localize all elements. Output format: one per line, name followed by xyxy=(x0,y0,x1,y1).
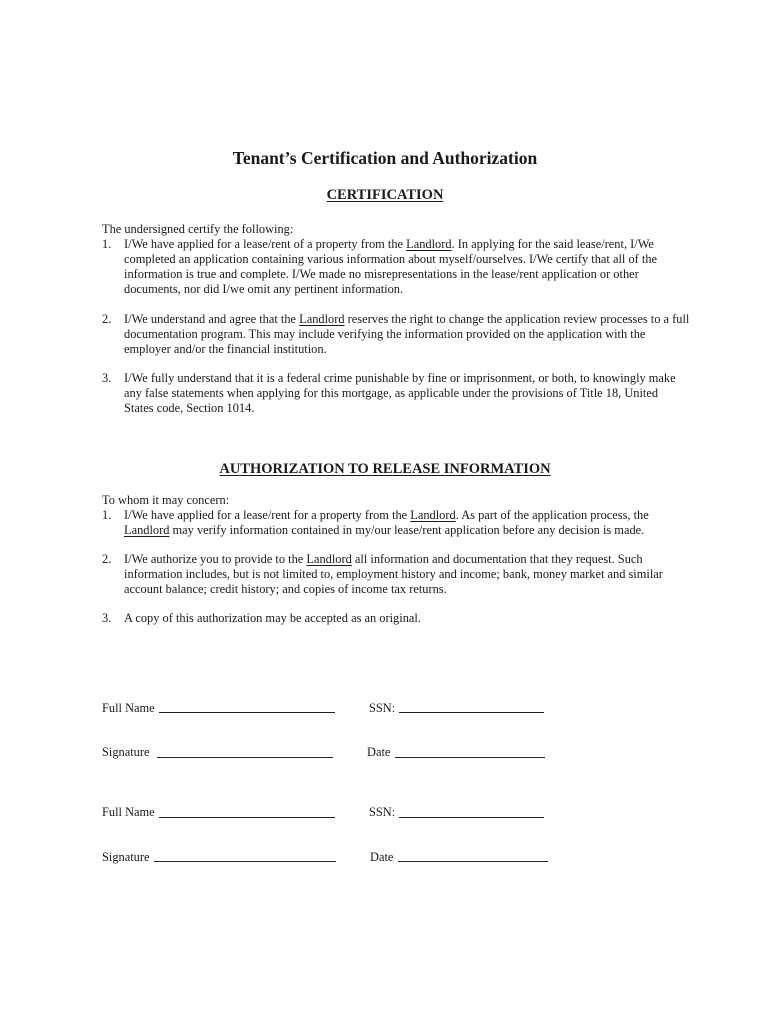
item-text: I/We fully understand that it is a federal crime punishable by fine or imprisonment, or both, to knowingly make any false statements when applying for this mortgage, as applicable under the provisions of Title 18, United States code, Section 1014. xyxy=(124,371,676,415)
date-label: Date xyxy=(370,850,394,864)
authorization-heading-text: AUTHORIZATION TO RELEASE INFORMATION xyxy=(219,461,551,477)
ssn-label: SSN: xyxy=(369,805,396,819)
signature-field[interactable] xyxy=(154,861,336,862)
full-name-label: Full Name xyxy=(102,701,155,715)
item-number: 2. xyxy=(102,552,112,566)
full-name-label: Full Name xyxy=(102,805,155,819)
ssn-label: SSN: xyxy=(369,701,396,715)
landlord-term: Landlord xyxy=(299,312,345,326)
landlord-term: Landlord xyxy=(406,237,452,251)
item-text: I/We have applied for a lease/rent of a property from the Landlord. In applying for the said lease/rent, I/We completed an application containing various information about myself/ourselves. I/We certify that all of the information is true and complete. I/We made no misrepresentations in the lease/rent application or other documents, nor did I/we omit any pertinent information. xyxy=(124,237,658,296)
full-name-field[interactable] xyxy=(159,817,335,818)
landlord-term: Landlord xyxy=(124,523,170,537)
item-text: I/We have applied for a lease/rent for a property from the Landlord. As part of the application process, the Landlord may verify information contained in my/our lease/rent application before any decision is made. xyxy=(124,508,649,537)
certification-intro: The undersigned certify the following: xyxy=(102,222,294,236)
certification-item-1 xyxy=(102,237,692,297)
document-title: Tenant’s Certification and Authorization xyxy=(232,148,538,168)
item-text: I/We understand and agree that the Landlord reserves the right to change the application review processes to a full documentation program. This may include verifying the information provided on the application with the employer and/or the financial institution. xyxy=(124,312,690,356)
item-number: 1. xyxy=(102,508,112,522)
date-label: Date xyxy=(367,745,391,759)
date-field[interactable] xyxy=(395,757,545,758)
ssn-field[interactable] xyxy=(399,817,544,818)
landlord-term: Landlord xyxy=(410,508,456,522)
authorization-intro: To whom it may concern: xyxy=(102,493,230,507)
signature-label: Signature xyxy=(102,850,150,864)
item-number: 3. xyxy=(102,611,112,625)
landlord-term: Landlord xyxy=(306,552,352,566)
authorization-item-2 xyxy=(102,552,692,597)
full-name-field[interactable] xyxy=(159,712,335,713)
signature-label: Signature xyxy=(102,745,150,759)
certification-item-2 xyxy=(102,312,692,357)
authorization-heading xyxy=(0,460,770,478)
signature-field[interactable] xyxy=(157,757,333,758)
certification-heading xyxy=(0,186,770,204)
ssn-field[interactable] xyxy=(399,712,544,713)
authorization-item-3 xyxy=(102,611,692,626)
item-text: A copy of this authorization may be accepted as an original. xyxy=(124,611,421,625)
date-field[interactable] xyxy=(398,861,548,862)
authorization-item-1 xyxy=(102,508,692,538)
item-text: I/We authorize you to provide to the Landlord all information and documentation that they request. Such information includes, but is not limited to, employment history and income; bank, money market and similar account balance; credit history; and copies of income tax returns. xyxy=(124,552,663,596)
certification-heading-text: CERTIFICATION xyxy=(326,187,444,203)
item-number: 3. xyxy=(102,371,112,385)
item-number: 2. xyxy=(102,312,112,326)
certification-item-3 xyxy=(102,371,692,416)
item-number: 1. xyxy=(102,237,112,251)
